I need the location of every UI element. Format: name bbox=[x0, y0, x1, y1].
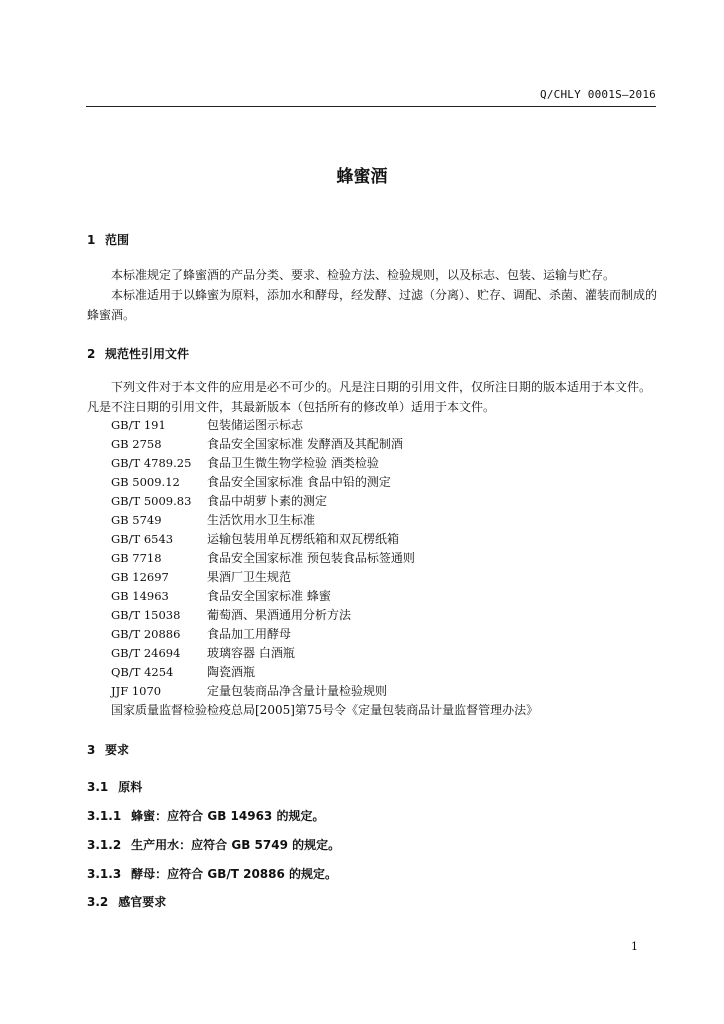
document-title: 蜂蜜酒 bbox=[336, 167, 388, 187]
reference-code: JJF 1070 bbox=[111, 684, 162, 698]
reference-code: GB/T 5009.83 bbox=[111, 494, 192, 508]
page-number: 1 bbox=[631, 940, 638, 953]
section-number: 3.1.1 bbox=[87, 809, 122, 823]
reference-item bbox=[111, 492, 671, 511]
reference-title: 食品卫生微生物学检验 酒类检验 bbox=[207, 456, 379, 470]
section-title: 规范性引用文件 bbox=[105, 347, 190, 361]
reference-item bbox=[111, 682, 671, 701]
reference-item-regulation: 国家质量监督检验检疫总局[2005]第75号令《定量包装商品计量监督管理办法》 bbox=[111, 703, 539, 717]
reference-title: 定量包装商品净含量计量检验规则 bbox=[207, 684, 388, 698]
reference-item bbox=[111, 416, 671, 435]
reference-code: GB/T 191 bbox=[111, 418, 166, 432]
reference-title: 食品安全国家标准 蜂蜜 bbox=[207, 589, 331, 603]
section-3-1-heading bbox=[87, 778, 142, 795]
reference-title: 陶瓷酒瓶 bbox=[207, 665, 256, 679]
section-1-heading bbox=[87, 231, 129, 248]
reference-item bbox=[111, 454, 671, 473]
reference-code: GB/T 6543 bbox=[111, 532, 174, 546]
reference-title: 玻璃容器 白酒瓶 bbox=[207, 646, 295, 660]
reference-title: 食品加工用酵母 bbox=[207, 627, 292, 641]
section-title: 生产用水：应符合 GB 5749 的规定。 bbox=[131, 838, 341, 852]
reference-code: GB 5749 bbox=[111, 513, 162, 527]
reference-title: 食品安全国家标准 食品中铅的测定 bbox=[207, 475, 391, 489]
section-title: 酵母：应符合 GB/T 20886 的规定。 bbox=[131, 867, 338, 881]
reference-title: 食品安全国家标准 发酵酒及其配制酒 bbox=[207, 437, 403, 451]
section-title: 蜂蜜：应符合 GB 14963 的规定。 bbox=[131, 809, 325, 823]
reference-title: 包装储运图示标志 bbox=[207, 418, 304, 432]
reference-item bbox=[111, 606, 671, 625]
reference-item bbox=[111, 511, 671, 530]
reference-code: GB/T 15038 bbox=[111, 608, 181, 622]
section-3-heading bbox=[87, 741, 129, 758]
section-title: 感官要求 bbox=[118, 895, 167, 909]
section-number: 1 bbox=[87, 233, 96, 247]
reference-item bbox=[111, 530, 671, 549]
section-3-1-1 bbox=[87, 807, 324, 824]
reference-title: 葡萄酒、果酒通用分析方法 bbox=[207, 608, 352, 622]
section-title: 要求 bbox=[105, 743, 130, 757]
section-3-1-2 bbox=[87, 836, 340, 853]
reference-item bbox=[111, 625, 671, 644]
paragraph: 本标准适用于以蜂蜜为原料，添加水和酵母，经发酵、过滤（分离）、贮存、调配、杀菌、灌装而制成的蜂蜜酒。 bbox=[87, 288, 658, 322]
reference-code: QB/T 4254 bbox=[111, 665, 174, 679]
reference-code: GB/T 24694 bbox=[111, 646, 181, 660]
section-number: 3.2 bbox=[87, 895, 109, 909]
section-2-heading bbox=[87, 345, 189, 362]
reference-item bbox=[111, 587, 671, 606]
section-number: 2 bbox=[87, 347, 96, 361]
section-1-body bbox=[87, 265, 657, 325]
reference-title: 果酒厂卫生规范 bbox=[207, 570, 292, 584]
section-2-intro bbox=[87, 377, 657, 417]
section-title: 原料 bbox=[118, 780, 143, 794]
reference-code: GB 7718 bbox=[111, 551, 162, 565]
reference-item bbox=[111, 568, 671, 587]
reference-code: GB 14963 bbox=[111, 589, 169, 603]
paragraph: 本标准规定了蜂蜜酒的产品分类、要求、检验方法、检验规则，以及标志、包装、运输与贮存。 bbox=[111, 268, 616, 282]
reference-item bbox=[111, 663, 671, 682]
section-3-1-3 bbox=[87, 865, 337, 882]
header-rule bbox=[86, 106, 656, 107]
reference-item bbox=[111, 473, 671, 492]
reference-title: 食品中胡萝卜素的测定 bbox=[207, 494, 328, 508]
reference-title: 食品安全国家标准 预包装食品标签通则 bbox=[207, 551, 415, 565]
reference-item bbox=[111, 549, 671, 568]
reference-code: GB/T 20886 bbox=[111, 627, 181, 641]
section-number: 3.1 bbox=[87, 780, 109, 794]
section-number: 3.1.2 bbox=[87, 838, 122, 852]
section-3-2-heading bbox=[87, 893, 166, 910]
section-number: 3 bbox=[87, 743, 96, 757]
reference-code: GB/T 4789.25 bbox=[111, 456, 192, 470]
reference-code: GB 12697 bbox=[111, 570, 169, 584]
reference-item bbox=[111, 644, 671, 663]
reference-title: 运输包装用单瓦楞纸箱和双瓦楞纸箱 bbox=[207, 532, 400, 546]
paragraph: 下列文件对于本文件的应用是必不可少的。凡是注日期的引用文件，仅所注日期的版本适用于本文件。凡是不注日期的引用文件，其最新版本（包括所有的修改单）适用于本文件。 bbox=[87, 380, 652, 414]
reference-code: GB 5009.12 bbox=[111, 475, 180, 489]
section-number: 3.1.3 bbox=[87, 867, 122, 881]
reference-code: GB 2758 bbox=[111, 437, 162, 451]
standard-number: Q/CHLY 0001S—2016 bbox=[540, 88, 656, 101]
reference-title: 生活饮用水卫生标准 bbox=[207, 513, 316, 527]
reference-list bbox=[111, 416, 671, 720]
reference-item bbox=[111, 435, 671, 454]
section-title: 范围 bbox=[105, 233, 130, 247]
